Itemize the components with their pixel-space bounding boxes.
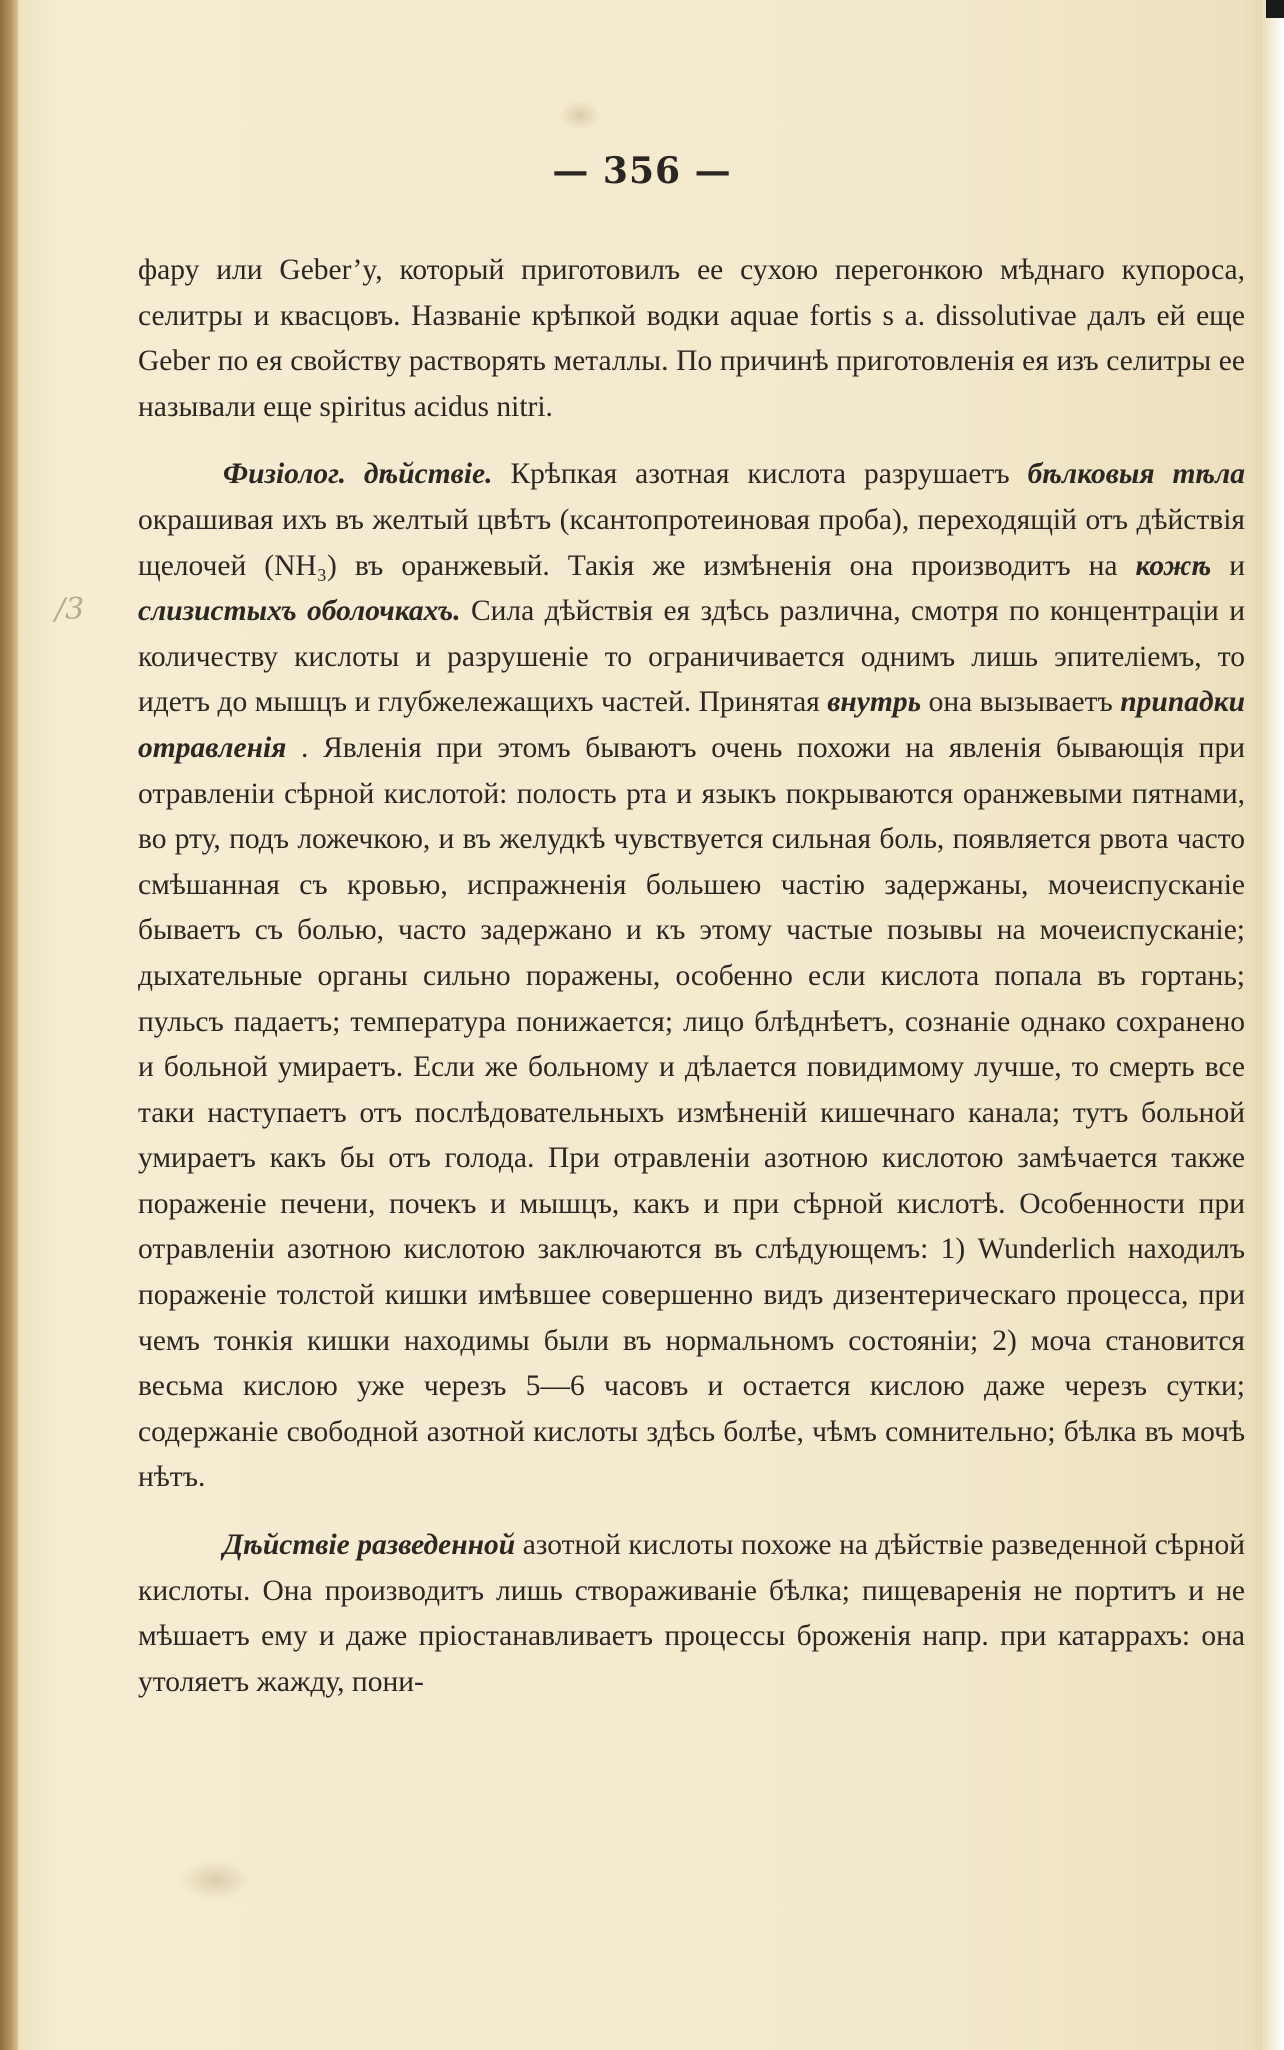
page-edge — [1264, 0, 1284, 2050]
emphasis-text: внутрь — [827, 686, 922, 719]
scan-corner — [1266, 0, 1284, 18]
emphasis-text: Физіолог. дѣйствіе. — [223, 458, 493, 491]
emphasis-text: Дѣйствіе разведенной — [223, 1529, 516, 1562]
emphasis-text: бѣлковыя тѣла — [1027, 458, 1245, 491]
paragraph-2 — [138, 452, 1245, 1501]
text-run: азотной кислоты похоже на дѣйствіе разведенной сѣрной кислоты. Она производитъ лишь створаживаніе бѣлка; пищеваренія не портитъ и не мѣшаетъ ему и даже пріостанавливаетъ процессы броженія напр. при катаррахъ: она утоляетъ жажду, пони- — [138, 1529, 1245, 1698]
paper-stain — [180, 1860, 250, 1900]
text-run: фару или Geber’y, который приготовилъ ее сухою перегонкою мѣднаго купороса, селитры и квасцовъ. Названіе крѣпкой водки aquae fortis s a. dissolutivae далъ ей еще Geber по ея свойству растворять металлы. По причинѣ приготовленія ея изъ селитры ее называли еще spiritus acidus nitri. — [138, 254, 1245, 423]
text-run: она вызываетъ — [921, 686, 1121, 719]
text-run: Сила дѣйствія ея здѣсь различна, смотря по концентраціи и количеству кислоты и разрушеніе то ограничивается однимъ лишь эпителіемъ, то идетъ до мышцъ и глубжележащихъ частей. Принятая — [138, 595, 1245, 719]
book-spine — [0, 0, 18, 2050]
margin-annotation: /3 — [55, 592, 85, 627]
emphasis-text: слизистыхъ оболочкахъ. — [138, 595, 461, 628]
body-text — [138, 248, 1245, 1705]
paper-stain — [560, 100, 600, 130]
paragraph-1 — [138, 248, 1245, 430]
text-run: . Явленія при этомъ бываютъ очень похожи на явленія бывающія при отравленіи сѣрной кислотой: полость рта и языкъ покрываются оранжевыми пятнами, во рту, подъ ложечкою, и въ желудкѣ чувствуется сильная боль, появляется рвота часто смѣшанная съ кровью, испражненія большею частію задержаны, мочеиспусканіе бываетъ съ болью, часто задержано и къ этому частые позывы на мочеиспусканіе; дыхательные органы сильно поражены, особенно если кислота попала въ гортань; пульсъ падаетъ; температура понижается; лицо блѣднѣетъ, сознаніе однако сохранено и больной умираетъ. Если же больному и дѣлается повидимому лучше, то смерть все таки наступаетъ отъ послѣдовательныхъ измѣненій кишечнаго канала; тутъ больной умираетъ какъ бы отъ голода. При отравленіи азотною кислотою замѣчается также пораженіе печени, почекъ и мышцъ, какъ и при сѣрной кислотѣ. Особенности при отравленіи азотною кислотою заключаются въ слѣдующемъ: 1) Wunderlich находилъ пораженіе толстой кишки имѣвшее совершенно видъ дизентерическаго процесса, при чемъ тонкія кишки находимы были въ нормальномъ состояніи; 2) моча становится весьма кислою уже черезъ 5—6 часовъ и остается кислою даже черезъ сутки; содержаніе свободной азотной кислоты здѣсь болѣе, чѣмъ сомнительно; бѣлка въ мочѣ нѣтъ. — [138, 731, 1245, 1494]
text-run: окрашивая ихъ въ желтый цвѣтъ (ксантопротеиновая проба), переходящій отъ дѣйствія щелочей (NH₃) въ оранжевый. Такія же измѣненія она производитъ на — [138, 503, 1245, 582]
text-run: и — [1211, 549, 1245, 582]
emphasis-text: припадки отравленія — [138, 686, 1245, 764]
page-number: — 356 — — [552, 150, 732, 192]
paragraph-3 — [138, 1523, 1245, 1705]
text-run: Крѣпкая азотная кислота разрушаетъ — [492, 458, 1028, 491]
emphasis-text: кожѣ — [1135, 549, 1212, 582]
